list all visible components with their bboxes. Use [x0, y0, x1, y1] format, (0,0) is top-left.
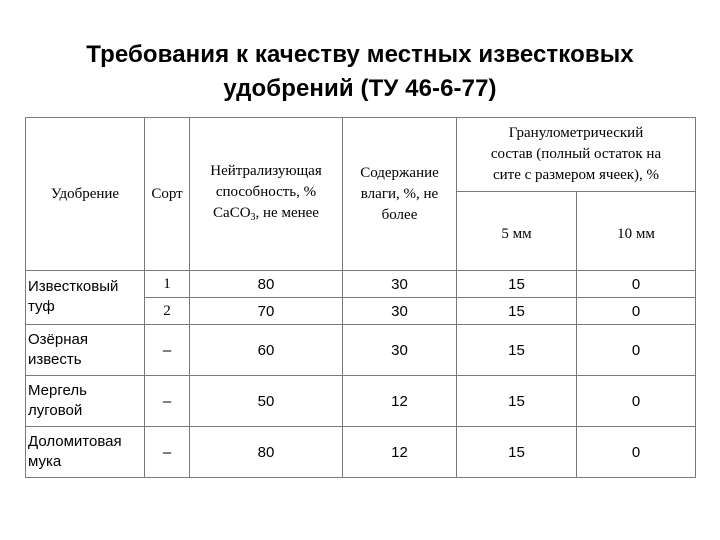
cell-moisture: 12	[343, 427, 457, 478]
row-name-line-1: Озёрная	[28, 331, 88, 348]
header-moisture-line-1: Содержание	[360, 164, 439, 181]
cell-mesh-10: 0	[577, 427, 696, 478]
row-name-line-1: Известковый	[28, 278, 119, 295]
cell-grade: –	[145, 325, 190, 376]
header-neutralizing-line-3	[190, 203, 342, 228]
row-name-dolomite-flour	[26, 427, 145, 478]
cell-mesh-10: 0	[577, 376, 696, 427]
header-row-top	[26, 118, 696, 192]
cell-mesh-10: 0	[577, 325, 696, 376]
header-fertilizer-label: Удобрение	[50, 185, 120, 202]
row-name-line-1: Доломитовая	[28, 433, 122, 450]
header-granulometric-line-3: сите с размером ячеек), %	[492, 167, 660, 183]
header-moisture-line-3: более	[381, 206, 418, 223]
header-neutralizing	[190, 118, 343, 271]
cell-mesh-5: 15	[457, 271, 577, 298]
header-neutralizing-line-2: способность, %	[215, 183, 317, 200]
cell-neutralizing: 70	[190, 298, 343, 325]
header-neutralizing-suffix: , не менее	[255, 204, 319, 221]
page-title	[20, 38, 700, 106]
cell-mesh-10: 0	[577, 298, 696, 325]
table-row	[26, 427, 696, 478]
cell-mesh-5: 15	[457, 325, 577, 376]
cell-moisture: 30	[343, 298, 457, 325]
header-granulometric-line-1: Гранулометрический	[508, 125, 644, 141]
requirements-table	[25, 117, 696, 478]
header-mesh-5-label: 5 мм	[501, 225, 532, 242]
header-mesh-5	[457, 192, 577, 271]
header-mesh-10	[577, 192, 696, 271]
row-name-meadow-marl	[26, 376, 145, 427]
cell-grade: –	[145, 376, 190, 427]
cell-neutralizing: 80	[190, 271, 343, 298]
header-moisture	[343, 118, 457, 271]
cell-mesh-5: 15	[457, 298, 577, 325]
row-name-lime-tuff	[26, 271, 145, 325]
header-neutralizing-line-1: Нейтрализующая	[210, 162, 322, 179]
cell-moisture: 12	[343, 376, 457, 427]
table-row	[26, 325, 696, 376]
cell-mesh-5: 15	[457, 376, 577, 427]
cell-neutralizing: 80	[190, 427, 343, 478]
row-name-line-2: луговой	[28, 402, 83, 419]
cell-grade: 2	[145, 298, 190, 325]
cell-neutralizing: 50	[190, 376, 343, 427]
row-name-line-2: известь	[28, 351, 82, 368]
table-row	[26, 271, 696, 298]
header-granulometric-line-2: состав (полный остаток на	[490, 146, 662, 162]
row-name-lake-lime	[26, 325, 145, 376]
cell-mesh-10: 0	[577, 271, 696, 298]
cell-neutralizing: 60	[190, 325, 343, 376]
row-name-line-2: туф	[28, 298, 55, 315]
cell-grade: –	[145, 427, 190, 478]
header-grade	[145, 118, 190, 271]
caco3-formula: CaCO	[213, 204, 251, 221]
table-row	[26, 376, 696, 427]
cell-moisture: 30	[343, 271, 457, 298]
cell-grade: 1	[145, 271, 190, 298]
title-line-1: Требования к качеству местных известковых	[86, 41, 634, 68]
header-granulometric	[457, 118, 696, 192]
caco3-subscript: 3	[250, 211, 256, 223]
row-name-line-2: мука	[28, 453, 62, 470]
header-grade-label: Сорт	[151, 185, 183, 202]
title-line-2: удобрений (ТУ 46-6-77)	[223, 75, 497, 102]
header-moisture-line-2: влаги, %, не	[360, 185, 439, 202]
header-mesh-10-label: 10 мм	[617, 225, 655, 242]
header-fertilizer	[26, 118, 145, 271]
cell-mesh-5: 15	[457, 427, 577, 478]
row-name-line-1: Мергель	[28, 382, 87, 399]
cell-moisture: 30	[343, 325, 457, 376]
